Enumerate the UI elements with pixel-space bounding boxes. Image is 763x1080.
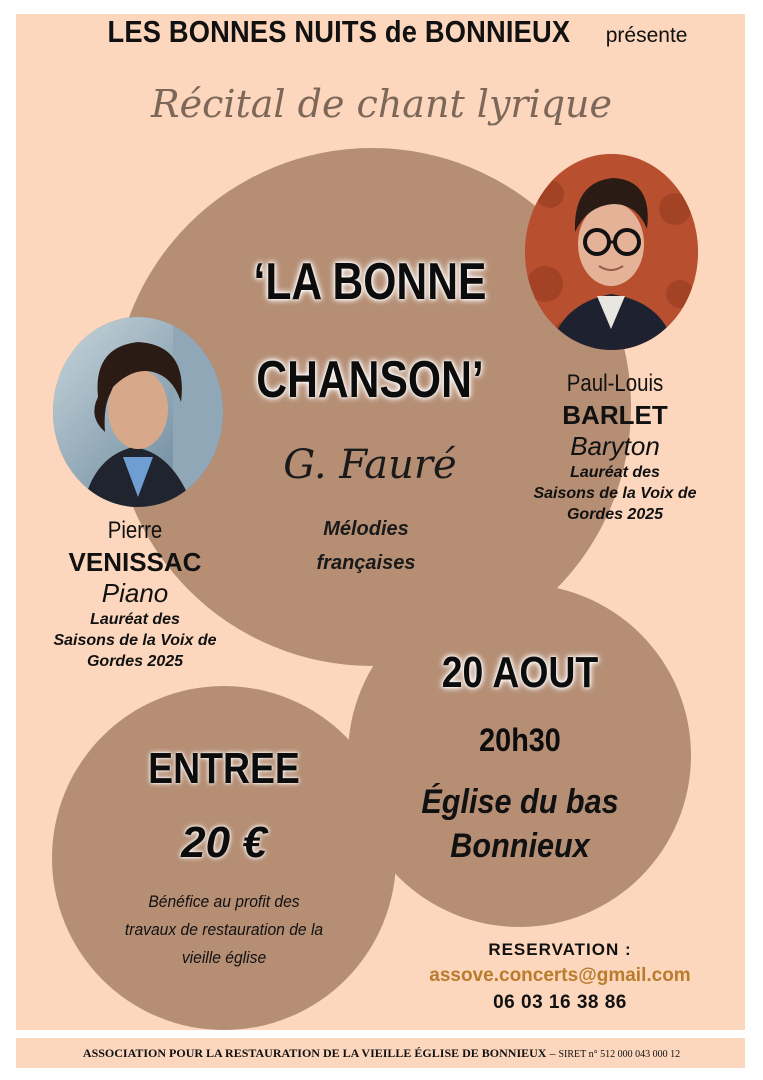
pianist-award-line1: Lauréat des bbox=[90, 611, 180, 628]
presents-text: présente bbox=[605, 24, 688, 47]
pianist-photo bbox=[53, 317, 223, 507]
genre-line1: Mélodies bbox=[323, 518, 409, 540]
pianist-instrument: Piano bbox=[101, 578, 169, 608]
note-line3: vieille église bbox=[181, 948, 267, 967]
baritone-award-line1: Lauréat des bbox=[570, 464, 660, 481]
baritone-award-line3: Gordes 2025 bbox=[566, 506, 664, 523]
event-venue bbox=[385, 780, 655, 868]
baritone-award-line2: Saisons de la Voix de bbox=[533, 485, 697, 502]
baritone-info bbox=[500, 370, 730, 525]
footer-siret: SIRET n° 512 000 043 000 12 bbox=[558, 1049, 681, 1060]
baritone-award bbox=[500, 462, 730, 525]
event-date: 20 AOUT bbox=[441, 648, 599, 697]
pianist-portrait-image bbox=[53, 317, 223, 507]
pianist-award bbox=[20, 609, 250, 672]
reservation-title: RESERVATION : bbox=[488, 940, 632, 959]
pianist-info bbox=[20, 517, 250, 672]
pianist-award-line2: Saisons de la Voix de bbox=[53, 632, 217, 649]
pianist-award-line3: Gordes 2025 bbox=[86, 653, 184, 670]
footer-association: ASSOCIATION POUR LA RESTAURATION DE LA VIEILLE ÉGLISE DE BONNIEUX bbox=[82, 1046, 547, 1060]
footer-separator: – bbox=[546, 1046, 559, 1060]
baritone-first-name: Paul-Louis bbox=[566, 370, 664, 397]
reservation-block bbox=[410, 940, 710, 1014]
concert-title-line1: ‘LA BONNE bbox=[253, 253, 487, 311]
recital-subtitle: Récital de chant lyrique bbox=[150, 82, 613, 126]
header bbox=[0, 14, 763, 50]
reservation-phone[interactable]: 06 03 16 38 86 bbox=[493, 992, 627, 1013]
note-line2: travaux de restauration de la bbox=[124, 920, 324, 939]
organizer-name: LES BONNES NUITS de BONNIEUX bbox=[107, 14, 570, 49]
footer bbox=[0, 1046, 763, 1061]
note-line1: Bénéfice au profit des bbox=[148, 892, 300, 911]
genre-line2: françaises bbox=[316, 552, 416, 574]
baritone-last-name: BARLET bbox=[562, 400, 668, 430]
baritone-portrait-image bbox=[525, 154, 698, 350]
concert-title-line2: CHANSON’ bbox=[256, 351, 484, 409]
composer-name: G. Fauré bbox=[283, 442, 457, 488]
pianist-first-name: Pierre bbox=[107, 517, 163, 544]
baritone-voice-type: Baryton bbox=[570, 431, 660, 461]
venue-line1: Église du bas bbox=[421, 783, 619, 821]
event-time: 20h30 bbox=[479, 722, 561, 758]
pianist-last-name: VENISSAC bbox=[68, 547, 202, 577]
admission-label: ENTREE bbox=[148, 744, 300, 793]
reservation-email[interactable]: assove.concerts@gmail.com bbox=[429, 965, 691, 986]
venue-line2: Bonnieux bbox=[450, 827, 590, 865]
baritone-photo bbox=[525, 154, 698, 350]
admission-price: 20 € bbox=[181, 818, 267, 867]
admission-note bbox=[86, 888, 362, 972]
genre-text bbox=[266, 512, 466, 580]
